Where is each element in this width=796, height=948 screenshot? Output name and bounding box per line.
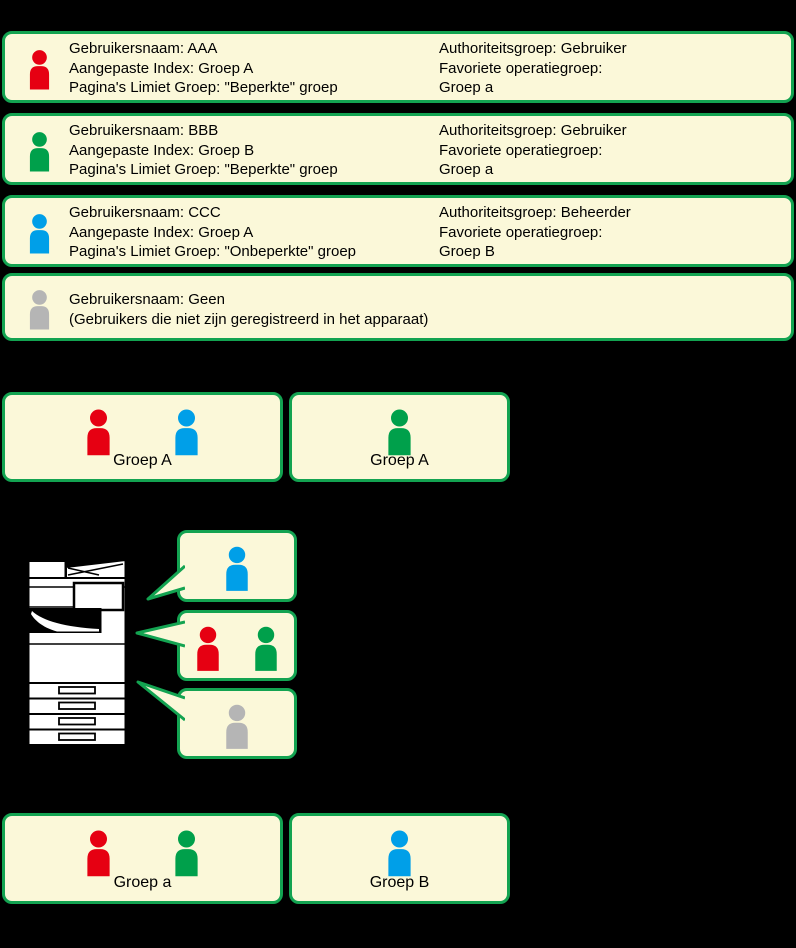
member-person-icon [252,626,280,671]
user-detail-line: Gebruikersnaam: AAA [69,40,218,57]
multifunction-printer-icon [27,557,127,747]
user-detail-line: Gebruikersnaam: CCC [69,204,221,221]
user-detail-line: Authoriteitsgroep: Beheerder [439,204,631,221]
user-card-ccc [2,195,794,267]
group-label: Groep B [369,874,430,891]
user-card-bbb [2,113,794,185]
operation-group-box-b [289,813,510,904]
group-label: Groep A [113,452,172,469]
group-members [292,408,507,456]
callout-tail [140,560,185,605]
callout-bubble-guest [177,688,297,759]
user-detail-line: Gebruikersnaam: BBB [69,122,219,139]
user-details-left [69,121,338,180]
user-person-icon [27,211,52,256]
group-label: Groep A [370,452,429,469]
member-person-icon [385,408,414,456]
index-group-box-b [289,392,510,482]
user-detail-line: Favoriete operatiegroep: [439,223,603,241]
member-person-icon [194,626,222,671]
group-members [5,408,280,456]
user-detail-line: Pagina's Limiet Groep: "Onbeperkte" groep [69,243,357,260]
user-detail-line: Aangepaste Index: Groep B [69,141,255,159]
user-detail-line: Favoriete operatiegroep: [439,141,603,159]
user-detail-line: Aangepaste Index: Groep A [69,59,254,77]
user-detail-line: Authoriteitsgroep: Gebruiker [439,122,627,139]
callout-bubble-users [177,610,297,681]
member-person-icon [84,829,113,877]
user-detail-line: Gebruikersnaam: Geen [69,291,225,308]
group-label: Groep a [113,874,172,891]
member-person-icon [172,829,201,877]
user-details-left [69,290,428,329]
user-card-geen [2,273,794,341]
callout-tail [130,676,185,722]
user-person-icon [27,287,52,332]
callout-members [180,704,294,749]
user-details-left [69,203,356,262]
user-details-left [69,39,338,98]
user-detail-line: Groep a [439,161,494,178]
index-group-box-a [2,392,283,482]
group-members [5,829,280,877]
callout-bubble-admin [177,530,297,602]
user-detail-line: Groep a [439,79,494,96]
user-detail-line: Authoriteitsgroep: Gebruiker [439,40,627,57]
group-members [292,829,507,877]
member-person-icon [223,704,251,749]
user-details-right [439,39,627,98]
user-detail-line: (Gebruikers die niet zijn geregistreerd in het apparaat) [69,310,429,328]
callout-tail [130,617,185,651]
member-person-icon [172,408,201,456]
user-detail-line: Groep B [439,243,495,260]
user-detail-line: Pagina's Limiet Groep: "Beperkte" groep [69,79,338,96]
operation-group-box-a [2,813,283,904]
member-person-icon [223,546,251,591]
user-details-right [439,121,627,180]
user-person-icon [27,129,52,174]
user-detail-line: Pagina's Limiet Groep: "Beperkte" groep [69,161,338,178]
callout-members [180,626,294,671]
user-details-right [439,203,631,262]
user-person-icon [27,47,52,92]
callout-members [180,546,294,591]
user-detail-line: Aangepaste Index: Groep A [69,223,254,241]
user-card-aaa [2,31,794,103]
user-detail-line: Favoriete operatiegroep: [439,59,603,77]
member-person-icon [385,829,414,877]
member-person-icon [84,408,113,456]
